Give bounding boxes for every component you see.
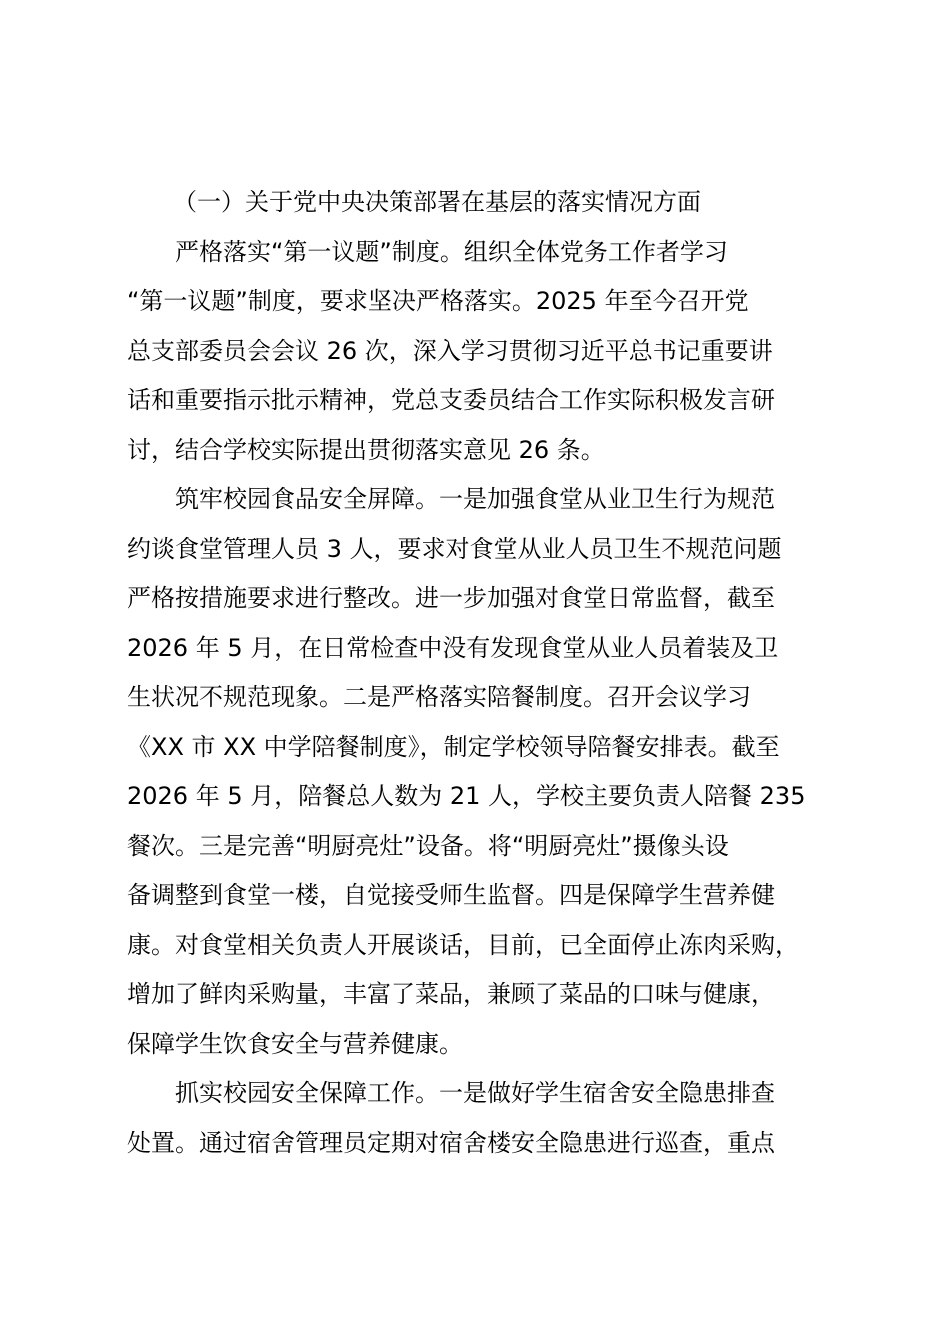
paragraph-first-topic [127, 228, 830, 476]
paragraph-line: 严格按措施要求进行整改。进一步加强对食堂日常监督，截至 [127, 584, 775, 612]
paragraph-line: “第一议题”制度，要求坚决严格落实。2025 年至今召开党 [127, 287, 749, 315]
paragraph-line: 餐次。三是完善“明厨亮灶”设备。将“明厨亮灶”摄像头设 [127, 831, 729, 860]
paragraph-line: 备调整到食堂一楼，自觉接受师生监督。四是保障学生营养健 [127, 881, 775, 909]
paragraph-line: 话和重要指示批示精神，党总支委员结合工作实际积极发言研 [127, 386, 775, 414]
paragraph-food-safety [127, 475, 830, 1069]
paragraph-line: 讨，结合学校实际提出贯彻落实意见 26 条。 [127, 435, 605, 464]
paragraph-campus-safety [127, 1069, 830, 1168]
paragraph-line: 2026 年 5 月，陪餐总人数为 21 人，学校主要负责人陪餐 235 [127, 782, 806, 810]
paragraph-line: 保障学生饮食安全与营养健康。 [127, 1029, 463, 1058]
paragraph-line: 总支部委员会会议 26 次，深入学习贯彻习近平总书记重要讲 [127, 336, 773, 365]
paragraph-line: 康。对食堂相关负责人开展谈话，目前，已全面停止冻肉采购， [127, 930, 799, 959]
document-body [127, 178, 830, 1168]
paragraph-line: 约谈食堂管理人员 3 人，要求对食堂从业人员卫生不规范问题 [127, 534, 782, 563]
paragraph-line: 筑牢校园食品安全屏障。一是加强食堂从业卫生行为规范 [175, 485, 775, 513]
paragraph-line: 2026 年 5 月，在日常检查中没有发现食堂从业人员着装及卫 [127, 633, 779, 662]
paragraph-line: 抓实校园安全保障工作。一是做好学生宿舍安全隐患排查 [175, 1079, 775, 1107]
paragraph-line: 增加了鲜肉采购量，丰富了菜品，兼顾了菜品的口味与健康， [127, 980, 775, 1008]
section-heading: （一）关于党中央决策部署在基层的落实情况方面 [173, 188, 701, 216]
paragraph-line: 严格落实“第一议题”制度。组织全体党务工作者学习 [175, 237, 728, 266]
paragraph-line: 生状况不规范现象。二是严格落实陪餐制度。召开会议学习 [127, 683, 751, 711]
paragraph-line: 处置。通过宿舍管理员定期对宿舍楼安全隐患进行巡查，重点 [127, 1128, 775, 1157]
paragraph-line: 《XX 市 XX 中学陪餐制度》，制定学校领导陪餐安排表。截至 [127, 732, 780, 761]
